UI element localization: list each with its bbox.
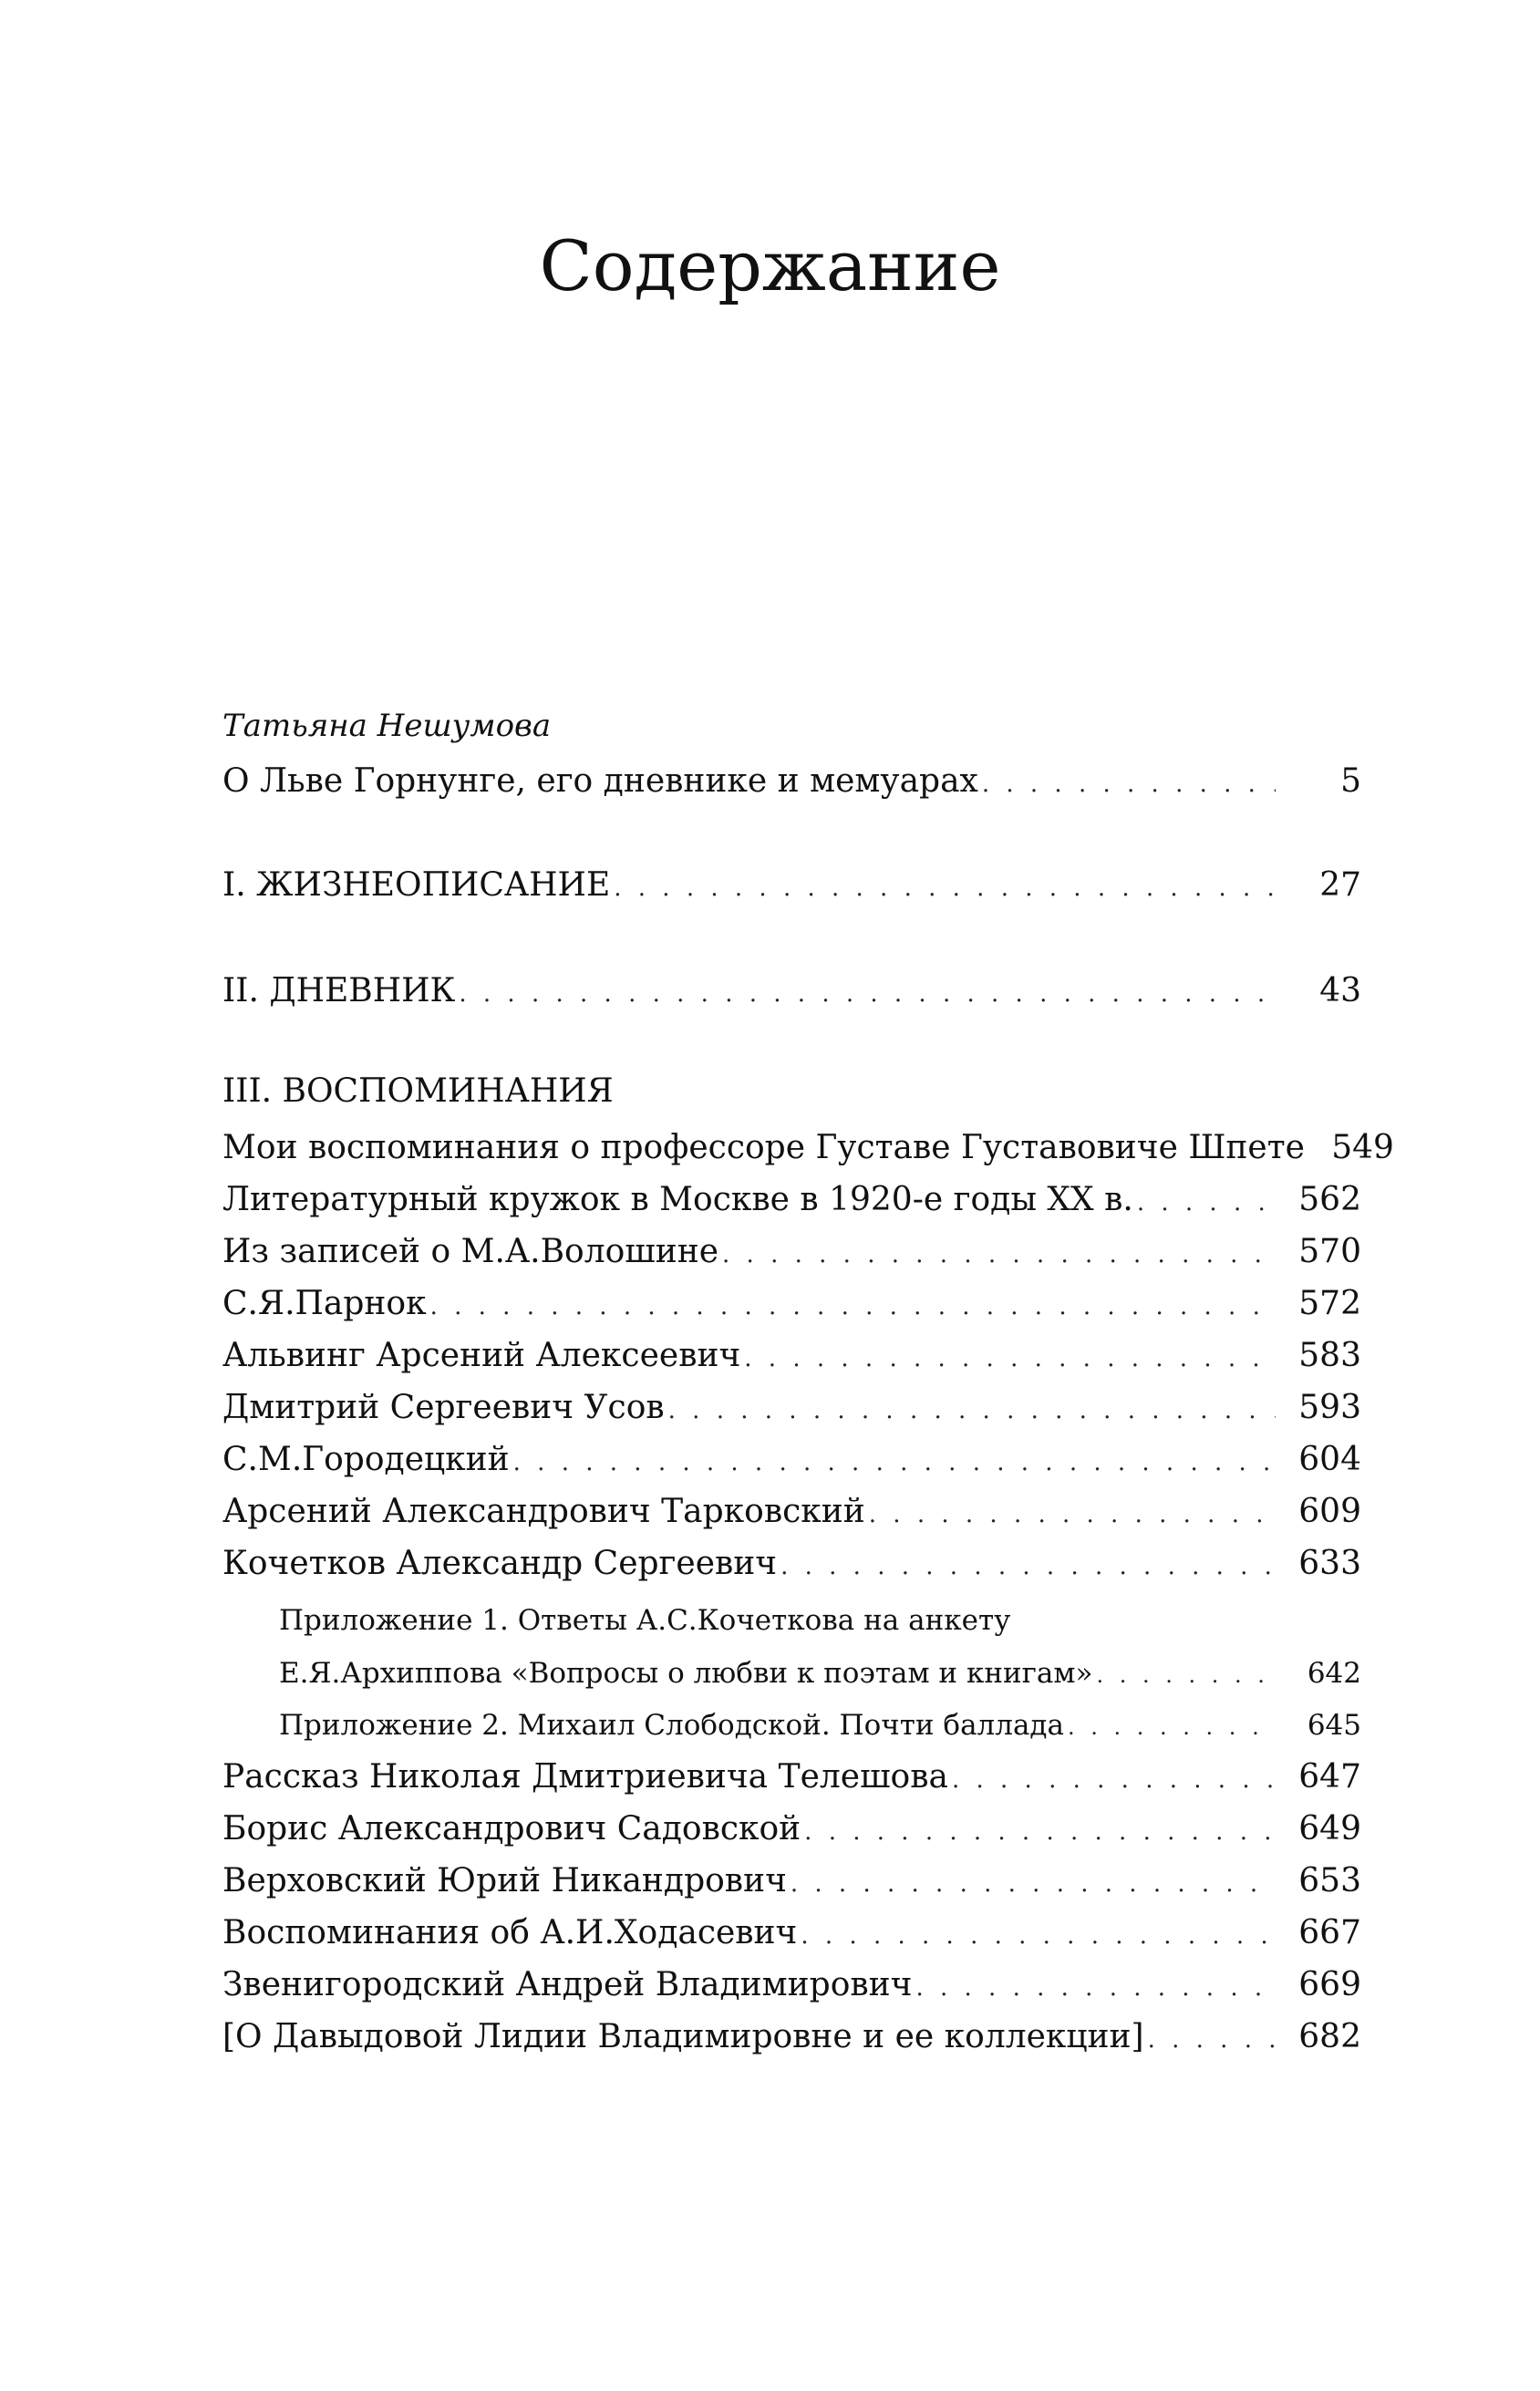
toc-entry[interactable]: [222, 1537, 1361, 1590]
toc-section[interactable]: [222, 859, 1361, 912]
toc-entry[interactable]: [222, 1226, 1361, 1278]
toc-section-title: II. ДНЕВНИК: [222, 972, 456, 1009]
dot-leader: [982, 758, 1276, 811]
toc-entry[interactable]: [222, 1959, 1361, 2012]
toc-entry-page: 562: [1298, 1181, 1361, 1218]
toc-section-heading: III. ВОСПОМИНАНИЯ: [222, 1072, 614, 1110]
toc-entry-page: 633: [1298, 1545, 1361, 1582]
page-title: Содержание: [539, 225, 1001, 306]
toc-entry-page: 647: [1298, 1758, 1361, 1796]
toc-entry-page: 609: [1298, 1493, 1361, 1530]
intro-author: Татьяна Нешумова: [222, 708, 552, 744]
toc-entry[interactable]: [222, 1803, 1361, 1856]
toc-entry-title: Верховский Юрий Никандрович: [222, 1862, 787, 1899]
dot-leader: [952, 1754, 1276, 1806]
toc-entry-page: 583: [1298, 1337, 1361, 1374]
toc-entry-page: 549: [1331, 1129, 1394, 1166]
toc-entry-page: 572: [1298, 1285, 1361, 1322]
dot-leader: [459, 968, 1276, 1020]
toc-entry[interactable]: [222, 1855, 1361, 1908]
toc-section-title: I. ЖИЗНЕОПИСАНИЕ: [222, 866, 611, 904]
toc-entry-page: 669: [1298, 1966, 1361, 2003]
toc-section-page: 27: [1319, 866, 1361, 904]
toc-entry-page: 642: [1307, 1657, 1361, 1690]
dot-leader: [801, 1910, 1276, 1962]
dot-leader: [430, 1280, 1276, 1333]
toc-entry-title: Из записей о М.А.Волошине: [222, 1233, 719, 1270]
dot-leader: [1068, 1701, 1276, 1754]
toc-entry-page: 593: [1298, 1389, 1361, 1426]
toc-entry[interactable]: [222, 1485, 1361, 1538]
toc-entry[interactable]: [222, 1122, 1394, 1175]
toc-entry-title: С.Я.Парнок: [222, 1285, 427, 1322]
toc-entry-title: Е.Я.Архиппова «Вопросы о любви к поэтам и книгам»: [279, 1657, 1093, 1690]
toc-entry-title: [О Давыдовой Лидии Владимировне и ее коллекции]: [222, 2018, 1144, 2055]
toc-entry-title: Арсений Александрович Тарковский: [222, 1493, 865, 1530]
toc-entry-title: О Льве Горнунге, его дневнике и мемуарах: [222, 762, 978, 800]
toc-entry[interactable]: [222, 1174, 1361, 1227]
toc-entry-title: Альвинг Арсений Алексеевич: [222, 1337, 741, 1374]
toc-entry-page: 570: [1298, 1233, 1361, 1270]
toc-entry-title: Кочетков Александр Сергеевич: [222, 1545, 778, 1582]
toc-entry-page: 649: [1298, 1810, 1361, 1848]
toc-appendix-entry[interactable]: [279, 1699, 1361, 1752]
dot-leader: [614, 862, 1276, 915]
dot-leader: [722, 1228, 1276, 1281]
toc-entry-title: Звенигородский Андрей Владимирович: [222, 1966, 913, 2003]
toc-entry-page: 5: [1340, 762, 1361, 800]
toc-entry-title: Дмитрий Сергеевич Усов: [222, 1389, 665, 1426]
dot-leader: [513, 1436, 1276, 1489]
toc-entry[interactable]: [222, 1907, 1361, 1960]
toc-appendix-line: Приложение 1. Ответы А.С.Кочеткова на анкету: [279, 1604, 1011, 1637]
toc-entry-title: Борис Александрович Садовской: [222, 1810, 801, 1848]
toc-entry-page: 604: [1298, 1441, 1361, 1478]
toc-entry[interactable]: [222, 1330, 1361, 1382]
dot-leader: [744, 1332, 1276, 1385]
toc-entry-page: 667: [1298, 1914, 1361, 1951]
dot-leader: [1148, 2013, 1276, 2066]
toc-entry[interactable]: [222, 2011, 1361, 2064]
toc-entry-page: 682: [1298, 2018, 1361, 2055]
toc-section-page: 43: [1319, 972, 1361, 1009]
dot-leader: [869, 1488, 1276, 1541]
toc-entry-page: 653: [1298, 1862, 1361, 1899]
toc-entry-title: Литературный кружок в Москве в 1920-е годы XX в.: [222, 1181, 1133, 1218]
toc-entry[interactable]: [222, 755, 1361, 808]
dot-leader: [791, 1858, 1276, 1910]
toc-entry-title: Воспоминания об А.И.Ходасевич: [222, 1914, 798, 1951]
toc-entry[interactable]: [222, 1382, 1361, 1434]
toc-entry[interactable]: [222, 1434, 1361, 1486]
dot-leader: [668, 1384, 1276, 1437]
toc-entry-title: Рассказ Николая Дмитриевича Телешова: [222, 1758, 948, 1796]
toc-entry-title: Приложение 2. Михаил Слободской. Почти баллада: [279, 1709, 1064, 1742]
toc-entry-page: 645: [1307, 1709, 1361, 1742]
toc-entry[interactable]: [222, 1751, 1361, 1804]
toc-section[interactable]: [222, 965, 1361, 1018]
dot-leader: [780, 1540, 1276, 1593]
dot-leader: [915, 1961, 1276, 2014]
toc-appendix-entry[interactable]: [279, 1647, 1361, 1700]
toc-entry-title: Мои воспоминания о профессоре Густаве Густавовиче Шпете: [222, 1129, 1305, 1166]
dot-leader: [804, 1806, 1276, 1858]
dot-leader: [1096, 1649, 1276, 1702]
dot-leader: [1137, 1176, 1276, 1229]
toc-entry[interactable]: [222, 1278, 1361, 1330]
toc-entry-title: С.М.Городецкий: [222, 1441, 510, 1478]
